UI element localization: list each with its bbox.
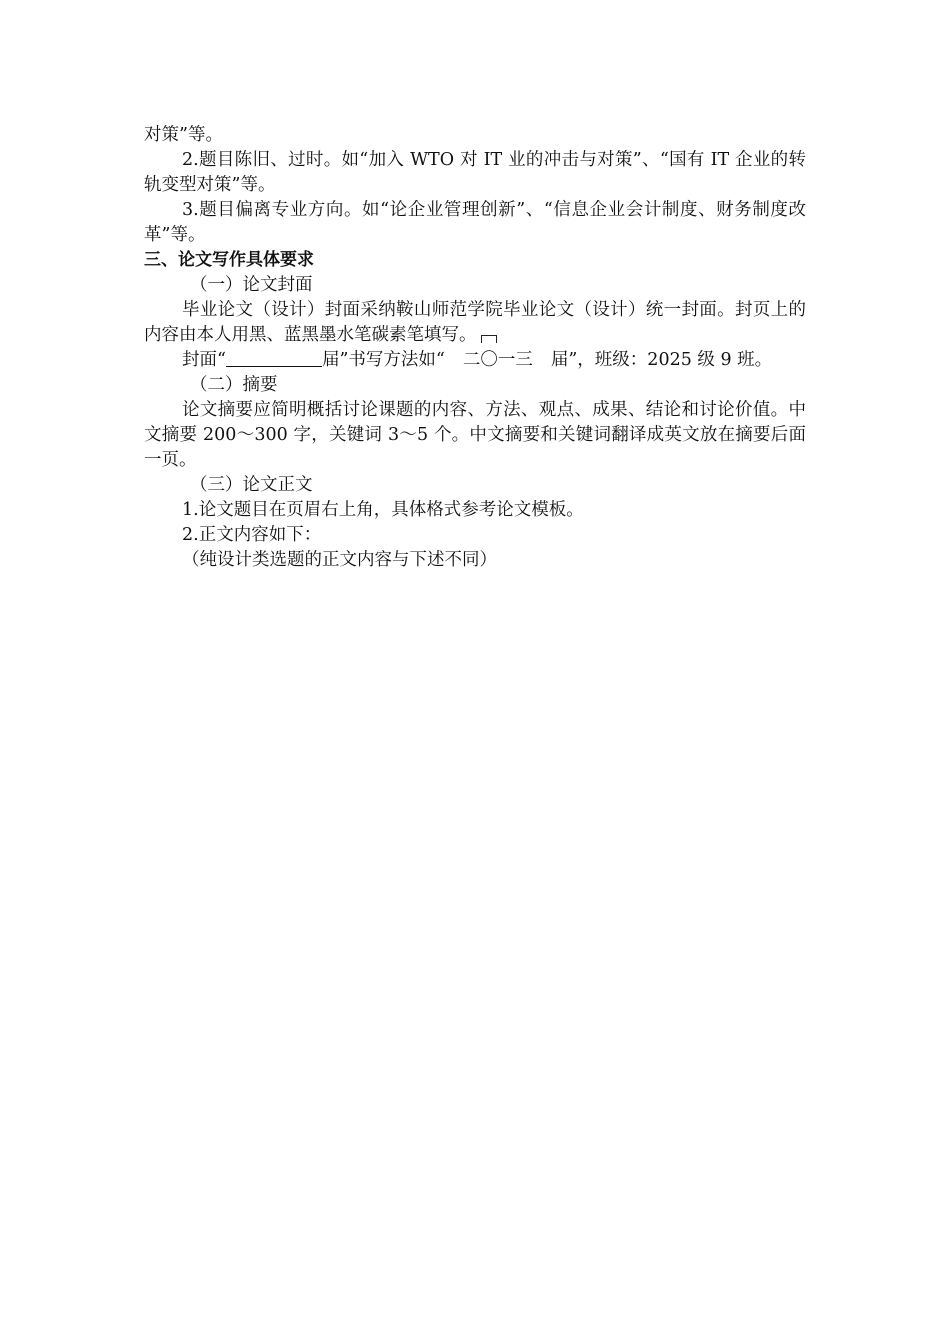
cover-format-year: 二〇一三 xyxy=(462,350,533,370)
paragraph-abstract: 论文摘要应简明概括讨论课题的内容、方法、观点、成果、结论和讨论价值。中文摘要 200～300 字，关键词 3～5 个。中文摘要和关键词翻译成英文放在摘要后面一页。 xyxy=(144,400,806,470)
paragraph-cover xyxy=(144,298,806,348)
subsection-heading-cover: （一）论文封面 xyxy=(190,275,313,295)
cover-format-text-b: 届”书写方法如“ xyxy=(321,350,445,370)
paragraph-item-3: 3.题目偏离专业方向。如“论企业管理创新”、“信息企业会计制度、财务制度改革”等。 xyxy=(144,200,806,245)
subsection-heading-abstract: （二）摘要 xyxy=(190,375,278,395)
section-heading: 三、论文写作具体要求 xyxy=(144,250,314,270)
paragraph-cover-format xyxy=(144,348,806,373)
paragraph-body-note: （纯设计类选题的正文内容与下述不同） xyxy=(182,550,497,570)
paragraph-body-2: 2.正文内容如下： xyxy=(182,525,322,545)
paragraph-mark-icon xyxy=(481,335,497,343)
document-body xyxy=(144,123,806,573)
paragraph-continuation: 对策”等。 xyxy=(144,125,223,145)
paragraph-cover-text: 毕业论文（设计）封面采纳鞍山师范学院毕业论文（设计）统一封面。封页上的内容由本人用黑、蓝黑墨水笔碳素笔填写。 xyxy=(144,300,806,345)
blank-underline xyxy=(226,350,322,367)
cover-format-text-a: 封面“ xyxy=(182,350,226,370)
paragraph-item-2: 2.题目陈旧、过时。如“加入 WTO 对 IT 业的冲击与对策”、“国有 IT 企业的转轨变型对策”等。 xyxy=(144,150,806,195)
cover-format-text-d: 届”，班级：2025 级 9 班。 xyxy=(550,350,773,370)
paragraph-body-1: 1.论文题目在页眉右上角，具体格式参考论文模板。 xyxy=(182,500,584,520)
subsection-heading-body: （三）论文正文 xyxy=(190,475,313,495)
